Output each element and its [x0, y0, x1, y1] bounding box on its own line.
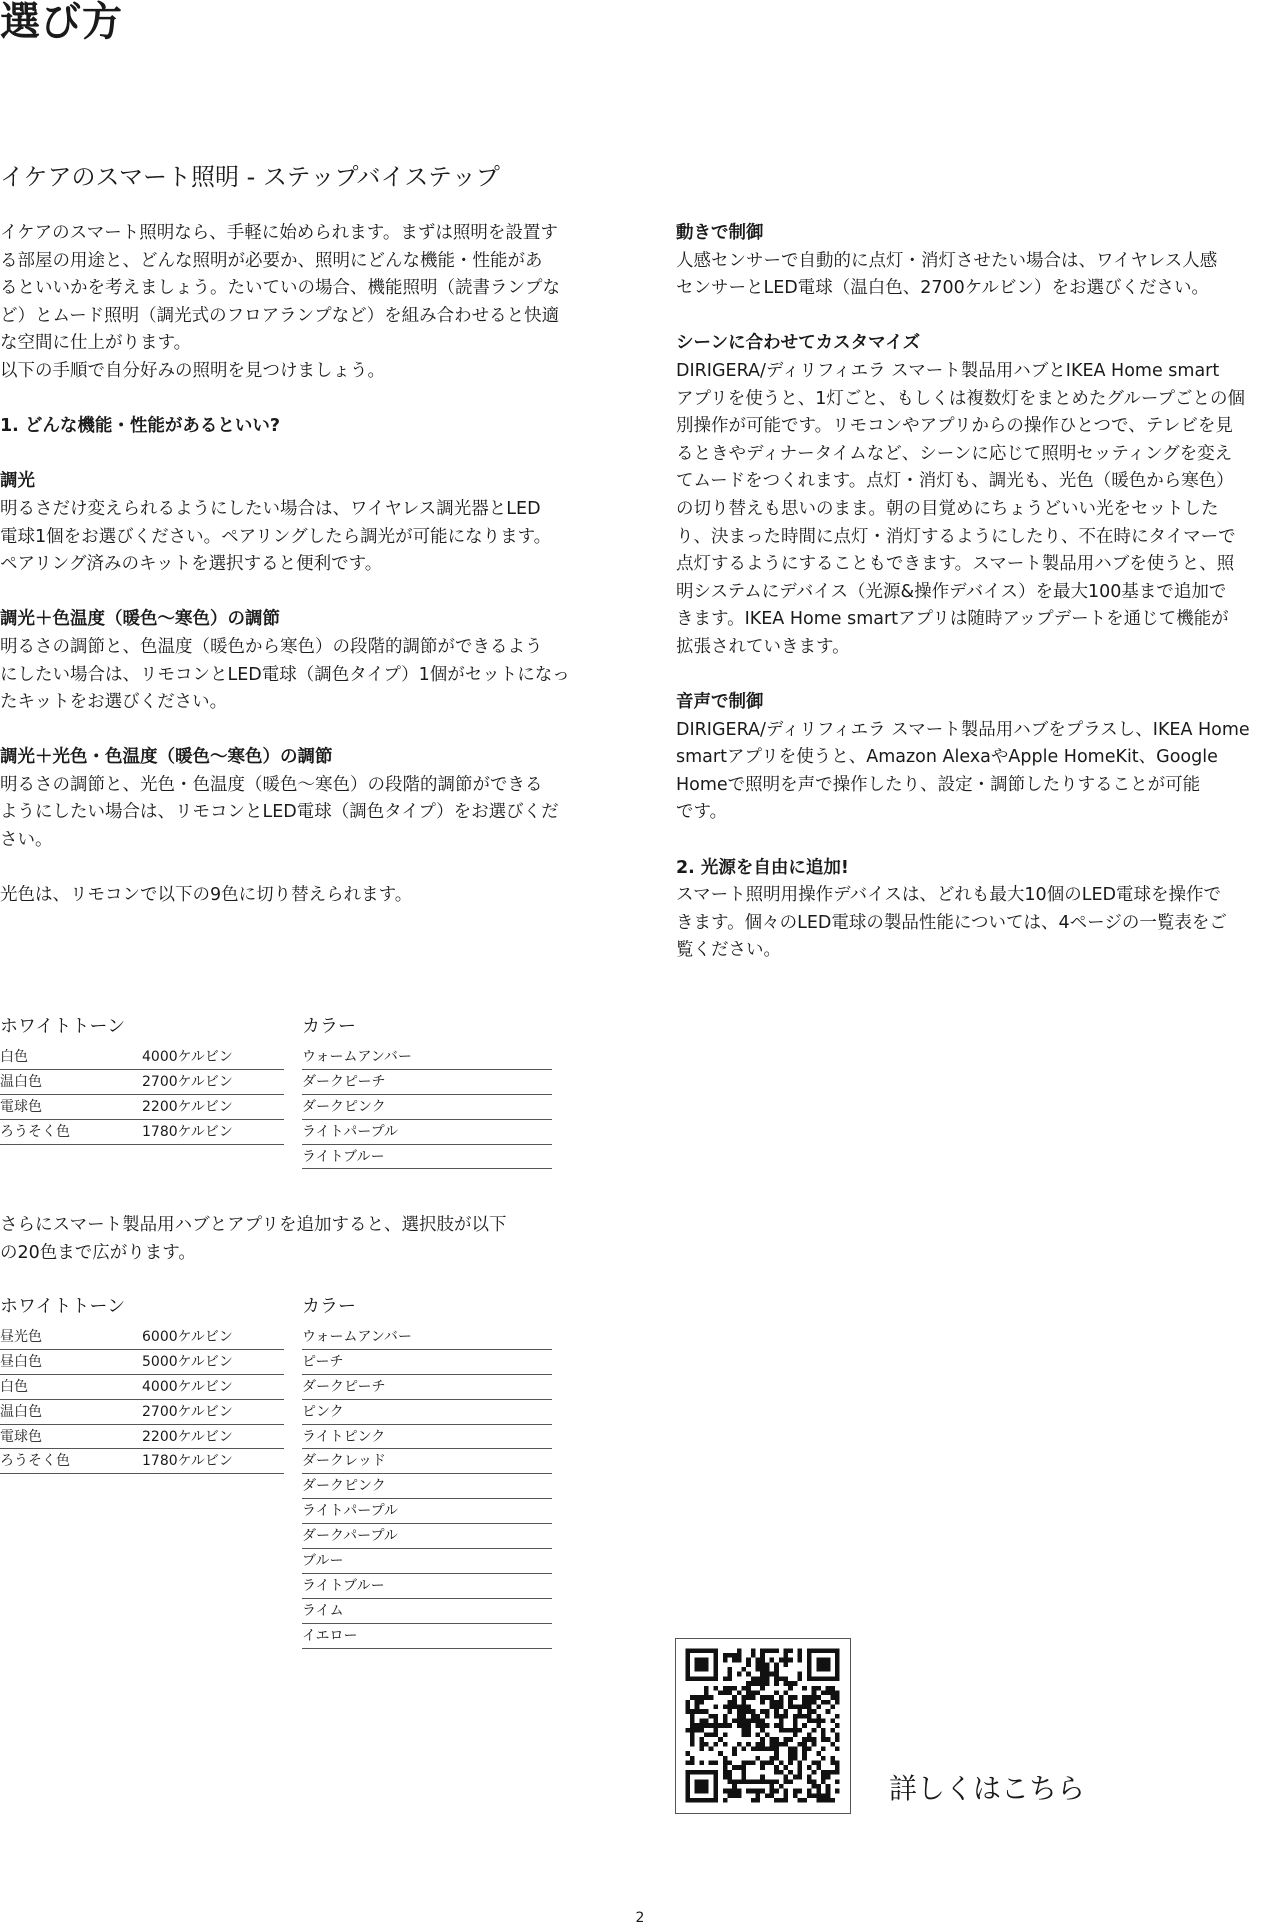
- table-row: ろうそく色 1780ケルビン: [0, 1120, 284, 1145]
- table-row: ウォームアンバー: [302, 1045, 552, 1070]
- table-row: 昼光色 6000ケルビン: [0, 1325, 284, 1350]
- table2-white: [0, 1325, 284, 1474]
- dim-color-heading: 調光＋光色・色温度（暖色～寒色）の調節: [0, 747, 333, 768]
- table-row: 電球色 2200ケルビン: [0, 1095, 284, 1120]
- scene-heading: シーンに合わせてカスタマイズ: [676, 333, 921, 354]
- intro-paragraph: イケアのスマート照明なら、手軽に始められます。まずは照明を設置す る部屋の用途と、どんな照明が必要か、照明にどんな機能・性能があ るといいかを考えましょう。たいていの場合、機能照明（読書ランプな ど）とムード照明（調光式のフロアランプなど）を組み合わせると快適 な空間に仕上がります。 以下の手順で自分好みの照明を見つけましょう。: [0, 223, 560, 381]
- page-subtitle: イケアのスマート照明 - ステップバイステップ: [0, 163, 500, 191]
- table-row: ライトピンク: [302, 1425, 552, 1450]
- table-row: ダークパープル: [302, 1524, 552, 1549]
- table-row: ライトブルー: [302, 1145, 552, 1170]
- table-row: ダークレッド: [302, 1449, 552, 1474]
- table-row: ライトパープル: [302, 1120, 552, 1145]
- table2-white-header: ホワイトトーン: [0, 1296, 126, 1317]
- table-row: イエロー: [302, 1624, 552, 1649]
- table1-color: [302, 1045, 552, 1169]
- table-row: ライム: [302, 1599, 552, 1624]
- left-column: [0, 220, 608, 910]
- table-row: ライトブルー: [302, 1574, 552, 1599]
- table-row: 電球色 2200ケルビン: [0, 1425, 284, 1450]
- table-row: 昼白色 5000ケルビン: [0, 1350, 284, 1375]
- dim-temp-text: 明るさの調節と、色温度（暖色から寒色）の段階的調節ができるよう にしたい場合は、リモコンとLED電球（調色タイプ）1個がセットになっ たキットをお選びください。: [0, 636, 570, 713]
- voice-text: DIRIGERA/ディリフィエラ スマート製品用ハブをプラスし、IKEA Home smartアプリを使うと、Amazon AlexaやApple HomeKit、Google Homeで照明を声で操作したり、設定・調節したりすることが可能 です。: [676, 719, 1250, 823]
- table1-white-header: ホワイトトーン: [0, 1016, 126, 1037]
- table-row: ダークピンク: [302, 1474, 552, 1499]
- hub-intro-text: さらにスマート製品用ハブとアプリを追加すると、選択肢が以下 の20色まで広がります。: [0, 1215, 507, 1263]
- table-row: ウォームアンバー: [302, 1325, 552, 1350]
- dim-temp-heading: 調光＋色温度（暖色～寒色）の調節: [0, 609, 280, 630]
- table-row: 白色 4000ケルビン: [0, 1045, 284, 1070]
- nine-colors-text: 光色は、リモコンで以下の9色に切り替えられます。: [0, 885, 413, 906]
- dim-color-text: 明るさの調節と、光色・色温度（暖色～寒色）の段階的調節ができる ようにしたい場合は、リモコンとLED電球（調色タイプ）をお選びくだ さい。: [0, 774, 559, 851]
- table-row: 白色 4000ケルビン: [0, 1375, 284, 1400]
- qr-caption: 詳しくはこちら: [889, 1772, 1086, 1805]
- dimming-text: 明るさだけ変えられるようにしたい場合は、ワイヤレス調光器とLED 電球1個をお選びください。ペアリングしたら調光が可能になります。 ペアリング済みのキットを選択すると便利です。: [0, 498, 552, 575]
- step2-text: スマート照明用操作デバイスは、どれも最大10個のLED電球を操作で きます。個々のLED電球の製品性能については、4ページの一覧表をご 覧ください。: [676, 885, 1227, 961]
- scene-text: DIRIGERA/ディリフィエラ スマート製品用ハブとIKEA Home smart アプリを使うと、1灯ごと、もしくは複数灯をまとめたグループごとの個 別操作が可能です。リモコンやアプリからの操作ひとつで、テレビを見 るときやディナータイムなど、シーンに応じて照明セッティングを変え てムードをつくれます。点灯・消灯も、調光も、光色（暖色から寒色） の切り替えも思いのまま。朝の目覚めにちょうどいい光をセットした り、決まった時間に点灯・消灯するようにしたり、不在時にタイマーで 点灯するようにすることもできます。スマート製品用ハブを使うと、照 明システムにデバイス（光源&操作デバイス）を最大100基まで追加で きます。IKEA Home smartアプリは随時アップデートを通じて機能が 拡張されていきます。: [676, 360, 1246, 657]
- qr-code[interactable]: [675, 1638, 851, 1814]
- table-row: ピーチ: [302, 1350, 552, 1375]
- table-row: ピンク: [302, 1400, 552, 1425]
- page-title: 選び方: [0, 0, 123, 45]
- dimming-heading: 調光: [0, 471, 35, 492]
- qr-code-icon: [676, 1639, 849, 1812]
- table-row: ダークピーチ: [302, 1070, 552, 1095]
- step1-heading: 1. どんな機能・性能があるといい?: [0, 416, 281, 437]
- table-row: ブルー: [302, 1549, 552, 1574]
- table-row: ろうそく色 1780ケルビン: [0, 1449, 284, 1474]
- table2-color: [302, 1325, 552, 1649]
- table-row: 温白色 2700ケルビン: [0, 1400, 284, 1425]
- page-number: 2: [635, 1910, 645, 1926]
- step2-heading: 2. 光源を自由に追加!: [676, 857, 849, 878]
- table-row: 温白色 2700ケルビン: [0, 1070, 284, 1095]
- voice-heading: 音声で制御: [676, 692, 764, 713]
- right-column: [676, 220, 1280, 965]
- table1-white: [0, 1045, 284, 1145]
- motion-heading: 動きで制御: [676, 223, 764, 243]
- motion-text: 人感センサーで自動的に点灯・消灯させたい場合は、ワイヤレス人感 センサーとLED電球（温白色、2700ケルビン）をお選びください。: [676, 250, 1218, 299]
- table-row: ライトパープル: [302, 1499, 552, 1524]
- table-row: ダークピンク: [302, 1095, 552, 1120]
- table-row: ダークピーチ: [302, 1375, 552, 1400]
- table1-color-header: カラー: [302, 1016, 356, 1037]
- table2-color-header: カラー: [302, 1296, 356, 1317]
